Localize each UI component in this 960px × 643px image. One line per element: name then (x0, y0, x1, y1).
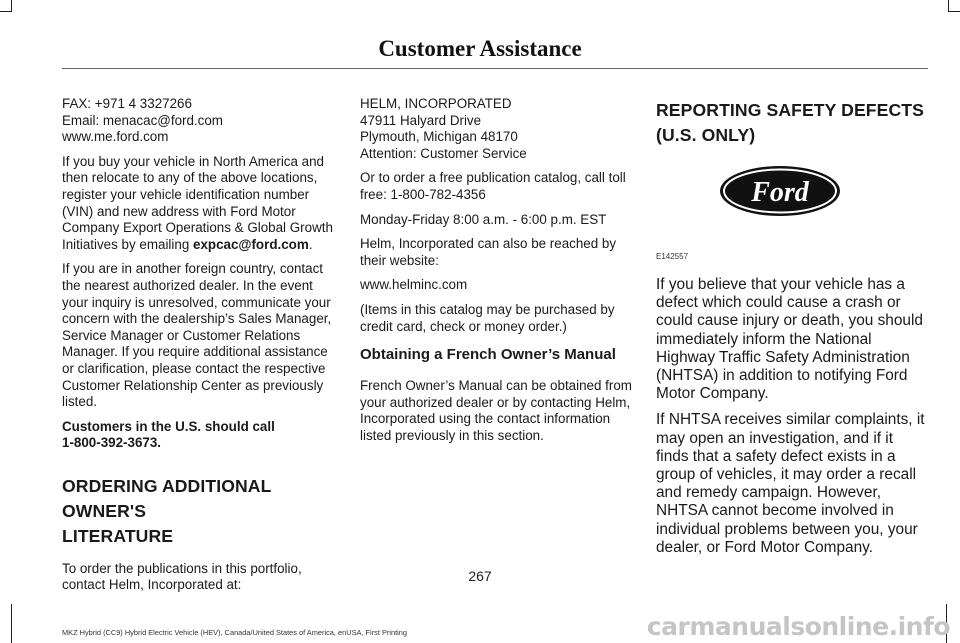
relocation-text: If you buy your vehicle in North America and then relocate to any of the above locations, register your vehicle identification number (VIN) and new address with Ford Motor Company Export Operations & Global Growth Initiatives by emailing (62, 153, 333, 252)
page-number: 267 (468, 568, 492, 584)
image-code: E142557 (656, 252, 689, 261)
helm-website-intro: Helm, Incorporated can also be reached by their website: (360, 236, 617, 268)
header-divider (62, 68, 928, 69)
foreign-country-paragraph: If you are in another foreign country, contact the nearest authorized dealer. In the event your inquiry is unresolved, communicate your concern with the dealership’s Sales Manager, Service Manager or Customer Relations Manager. If you require additional assistance or clarification, please contact the respective Customer Relationship Center as previously listed. (62, 261, 332, 410)
ordering-heading-line2: LITERATURE (62, 525, 174, 546)
relocation-paragraph (62, 154, 338, 254)
french-manual-heading: Obtaining a French Owner’s Manual (360, 346, 616, 364)
helm-address-street: 47911 Halyard Drive (360, 112, 482, 128)
ordering-literature-heading (62, 474, 338, 549)
crop-mark-top-left-h (0, 11, 12, 12)
helm-address-name: HELM, INCORPORATED (360, 96, 512, 111)
email-line: Email: menacac@ford.com (62, 112, 223, 128)
us-customers-phone: 1-800-392-3673. (62, 435, 162, 451)
nhtsa-paragraph: If NHTSA receives similar complaints, it may open an investigation, and if it finds that a safety defect exists in a group of vehicles, it may order a recall and remedy campaign. However, NHTSA cannot become involved in individual problems between you, your dealer, or Ford Motor Company. (656, 411, 925, 556)
crop-mark-bottom-left (11, 604, 12, 643)
relocation-text-end: . (308, 236, 313, 252)
page-title: Customer Assistance (378, 36, 582, 61)
watermark: carmanualsonline.info (646, 612, 950, 641)
hours-paragraph: Monday-Friday 8:00 a.m. - 6:00 p.m. EST (360, 211, 607, 227)
us-customers-line: Customers in the U.S. should call (62, 418, 275, 434)
column-right (656, 96, 928, 565)
helm-address-attention: Attention: Customer Service (360, 145, 527, 161)
export-email-link[interactable]: expcac@ford.com (193, 236, 309, 252)
catalog-phone-paragraph: Or to order a free publication catalog, call toll free: 1-800-782-4356 (360, 170, 626, 202)
defect-report-paragraph: If you believe that your vehicle has a defect which could cause a crash or could cause injury or death, you should immediately inform the National Highway Traffic Safety Administration (NHTSA) in addition to notifying Ford Motor Company. (656, 276, 923, 403)
crop-mark-top-right-h (948, 11, 960, 12)
ford-logo-text: Ford (751, 177, 809, 208)
payment-paragraph: (Items in this catalog may be purchased by credit card, check or money order.) (360, 301, 615, 334)
ford-logo-figure (656, 160, 928, 260)
safety-heading-line1: REPORTING SAFETY DEFECTS (656, 100, 924, 120)
helm-address-city: Plymouth, Michigan 48170 (360, 129, 518, 145)
safety-heading-line2: (U.S. ONLY) (656, 125, 756, 145)
ordering-paragraph: To order the publications in this portfolio, contact Helm, Incorporated at: (62, 560, 302, 593)
column-left (62, 96, 338, 602)
fax-line: FAX: +971 4 3327266 (62, 96, 192, 111)
helm-website-link[interactable]: www.helminc.com (360, 277, 468, 293)
ordering-heading-line1: ORDERING ADDITIONAL OWNER'S (62, 475, 272, 521)
website-line: www.me.ford.com (62, 129, 169, 145)
safety-defects-heading (656, 98, 928, 148)
ford-logo-icon (718, 164, 842, 218)
french-manual-paragraph: French Owner’s Manual can be obtained from your authorized dealer or by contacting Helm, Incorporated using the contact information listed previously in this section. (360, 378, 632, 443)
column-middle (360, 96, 636, 453)
footer-text: MKZ Hybrid (CC9) Hybrid Electric Vehicle (HEV), Canada/United States of America, enUSA, First Printing (62, 628, 408, 637)
